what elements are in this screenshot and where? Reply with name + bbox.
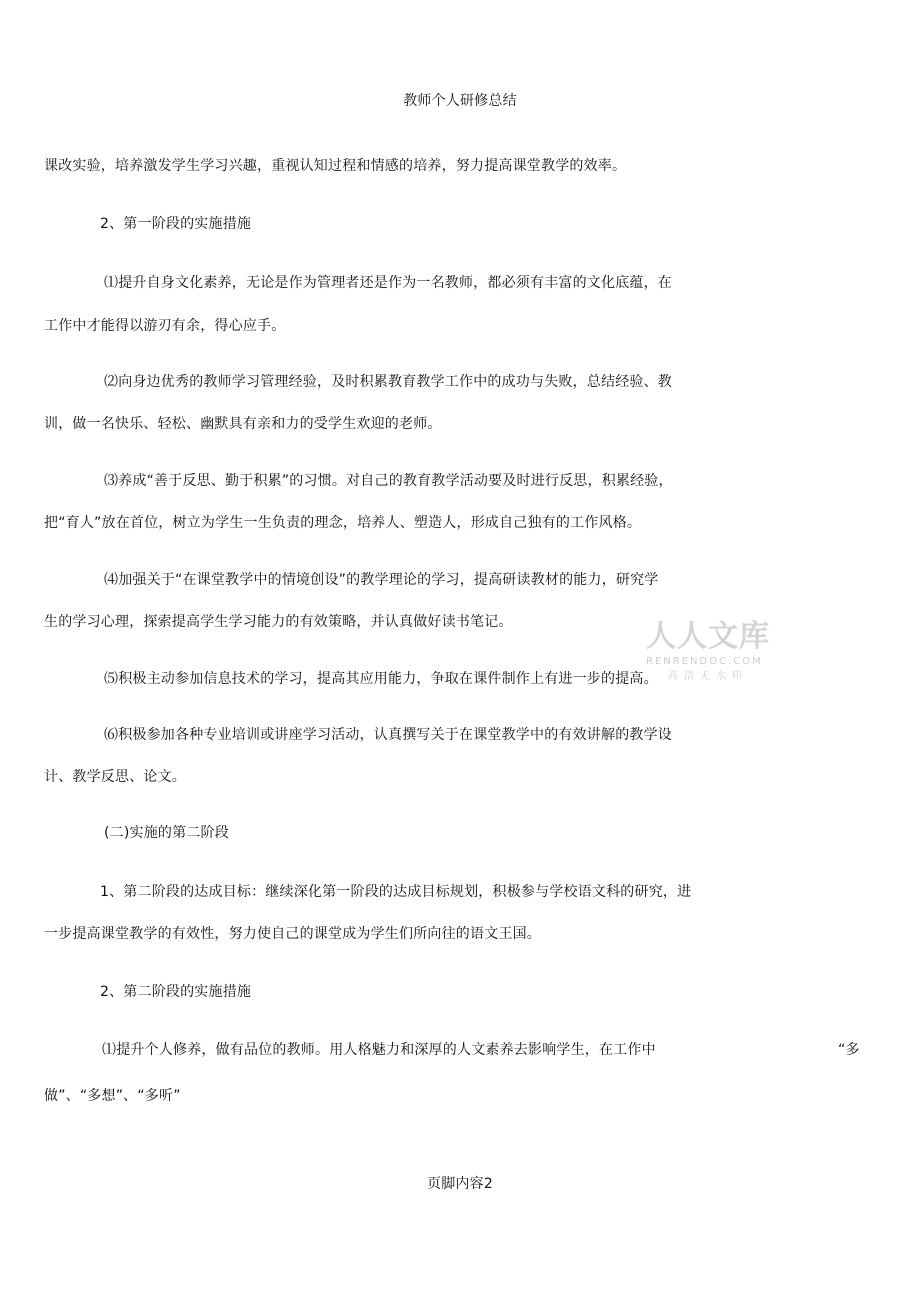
paragraph-line-fragment: “多 bbox=[838, 1042, 860, 1058]
paragraph-line: 做”、“多想”、“多听” bbox=[44, 1088, 181, 1104]
paragraph-line: 生的学习心理，探索提高学生学习能力的有效策略，并认真做好读书笔记。 bbox=[44, 614, 513, 630]
document-title: 教师个人研修总结 bbox=[403, 93, 517, 109]
paragraph-line: 一步提高课堂教学的有效性，努力使自己的课堂成为学生们所向往的语文王国。 bbox=[44, 926, 541, 942]
section-heading: (二)实施的第二阶段 bbox=[104, 825, 229, 841]
paragraph-line: ⑸积极主动参加信息技术的学习，提高其应用能力，争取在课件制作上有进一步的提高。 bbox=[104, 671, 658, 687]
paragraph-line: ⑷加强关于“在课堂教学中的情境创设”的教学理论的学习，提高研读教材的能力，研究学 bbox=[104, 572, 659, 588]
section-heading: 2、第一阶段的实施措施 bbox=[100, 216, 252, 232]
page-footer: 页脚内容2 bbox=[427, 1176, 493, 1192]
paragraph-line: ⑶养成“善于反思、勤于积累”的习惯。对自己的教育教学活动要及时进行反思，积累经验， bbox=[104, 473, 673, 489]
paragraph-line: 把“育人”放在首位，树立为学生一生负责的理念，培养人、塑造人，形成自己独有的工作风格。 bbox=[44, 515, 642, 531]
watermark-domain: RENRENDOC.COM bbox=[646, 656, 763, 667]
watermark-tagline: 高清无水印 bbox=[668, 671, 748, 682]
watermark-logo bbox=[646, 620, 776, 684]
watermark-brand: 人人文库 bbox=[646, 619, 770, 654]
paragraph-line: ⑴提升自身文化素养，无论是作为管理者还是作为一名教师，都必须有丰富的文化底蕴，在 bbox=[104, 275, 672, 291]
paragraph-line: 工作中才能得以游刃有余，得心应手。 bbox=[44, 318, 286, 334]
paragraph-line: ⑴提升个人修养，做有品位的教师。用人格魅力和深厚的人文素养去影响学生，在工作中 bbox=[102, 1042, 656, 1058]
paragraph-line: 课改实验，培养激发学生学习兴趣，重视认知过程和情感的培养，努力提高课堂教学的效率。 bbox=[44, 158, 627, 174]
paragraph-line: ⑹积极参加各种专业培训或讲座学习活动，认真撰写关于在课堂教学中的有效讲解的教学设 bbox=[104, 727, 672, 743]
section-heading: 2、第二阶段的实施措施 bbox=[100, 984, 252, 1000]
paragraph-line: ⑵向身边优秀的教师学习管理经验，及时积累教育教学工作中的成功与失败，总结经验、教 bbox=[104, 374, 672, 390]
paragraph-line: 1、第二阶段的达成目标：继续深化第一阶段的达成目标规划，积极参与学校语文科的研究，进 bbox=[100, 884, 692, 900]
paragraph-line: 训，做一名快乐、轻松、幽默具有亲和力的受学生欢迎的老师。 bbox=[44, 416, 442, 432]
paragraph-line: 计、教学反思、论文。 bbox=[44, 769, 186, 785]
